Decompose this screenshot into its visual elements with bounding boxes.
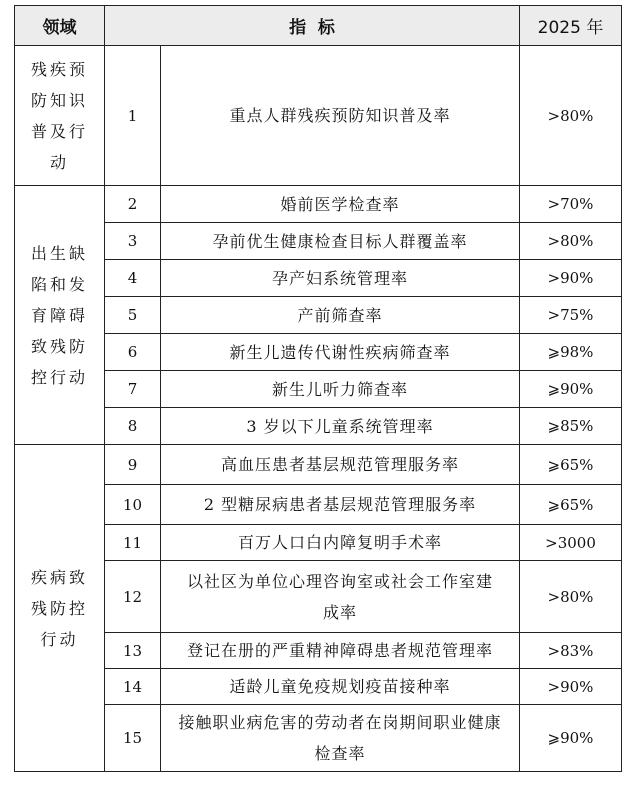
target-value: >70%	[520, 186, 622, 223]
target-value: >75%	[520, 297, 622, 334]
indicator-name: 重点人群残疾预防知识普及率	[161, 46, 520, 186]
target-value: >80%	[520, 46, 622, 186]
row-number: 11	[105, 525, 161, 561]
indicator-name: 百万人口白内障复明手术率	[161, 525, 520, 561]
target-value: ⩾90%	[520, 371, 622, 408]
table-row	[15, 223, 622, 260]
row-number: 14	[105, 669, 161, 705]
row-number: 2	[105, 186, 161, 223]
row-number: 13	[105, 633, 161, 669]
table-row	[15, 260, 622, 297]
row-number: 5	[105, 297, 161, 334]
indicator-name: 接触职业病危害的劳动者在岗期间职业健康检查率	[161, 705, 520, 772]
table-row	[15, 297, 622, 334]
indicator-name: 孕产妇系统管理率	[161, 260, 520, 297]
target-value: >80%	[520, 223, 622, 260]
indicator-name: 婚前医学检查率	[161, 186, 520, 223]
target-value: >90%	[520, 260, 622, 297]
row-number: 1	[105, 46, 161, 186]
row-number: 6	[105, 334, 161, 371]
table-row	[15, 669, 622, 705]
indicator-name: 2 型糖尿病患者基层规范管理服务率	[161, 485, 520, 525]
domain-cell-birth-defects: 出生缺陷和发育障碍致残防控行动	[15, 186, 105, 445]
indicator-name: 孕前优生健康检查目标人群覆盖率	[161, 223, 520, 260]
target-value: >83%	[520, 633, 622, 669]
row-number: 12	[105, 561, 161, 633]
indicator-name: 新生儿听力筛查率	[161, 371, 520, 408]
target-value: >3000	[520, 525, 622, 561]
indicator-table-container	[14, 5, 622, 772]
header-row	[15, 6, 622, 46]
header-year: 2025 年	[520, 6, 622, 46]
domain-cell-knowledge: 残疾预防知识普及行动	[15, 46, 105, 186]
row-number: 9	[105, 445, 161, 485]
indicator-name: 登记在册的严重精神障碍患者规范管理率	[161, 633, 520, 669]
target-value: ⩾90%	[520, 705, 622, 772]
row-number: 7	[105, 371, 161, 408]
table-row	[15, 705, 622, 772]
table-row	[15, 485, 622, 525]
table-row	[15, 445, 622, 485]
row-number: 15	[105, 705, 161, 772]
target-value: ⩾65%	[520, 445, 622, 485]
table-row	[15, 46, 622, 186]
table-row	[15, 525, 622, 561]
indicator-name: 3 岁以下儿童系统管理率	[161, 408, 520, 445]
table-row	[15, 371, 622, 408]
indicator-table	[14, 5, 622, 772]
target-value: ⩾85%	[520, 408, 622, 445]
table-row	[15, 334, 622, 371]
header-indicator: 指 标	[105, 6, 520, 46]
table-row	[15, 561, 622, 633]
indicator-name: 适龄儿童免疫规划疫苗接种率	[161, 669, 520, 705]
indicator-name: 以社区为单位心理咨询室或社会工作室建成率	[161, 561, 520, 633]
indicator-name: 新生儿遗传代谢性疾病筛查率	[161, 334, 520, 371]
table-row	[15, 186, 622, 223]
indicator-name: 高血压患者基层规范管理服务率	[161, 445, 520, 485]
target-value: >80%	[520, 561, 622, 633]
table-row	[15, 633, 622, 669]
target-value: ⩾65%	[520, 485, 622, 525]
row-number: 8	[105, 408, 161, 445]
target-value: ⩾98%	[520, 334, 622, 371]
header-domain: 领域	[15, 6, 105, 46]
row-number: 3	[105, 223, 161, 260]
target-value: >90%	[520, 669, 622, 705]
indicator-name: 产前筛查率	[161, 297, 520, 334]
domain-cell-disease: 疾病致残防控行动	[15, 445, 105, 772]
row-number: 10	[105, 485, 161, 525]
table-row	[15, 408, 622, 445]
row-number: 4	[105, 260, 161, 297]
